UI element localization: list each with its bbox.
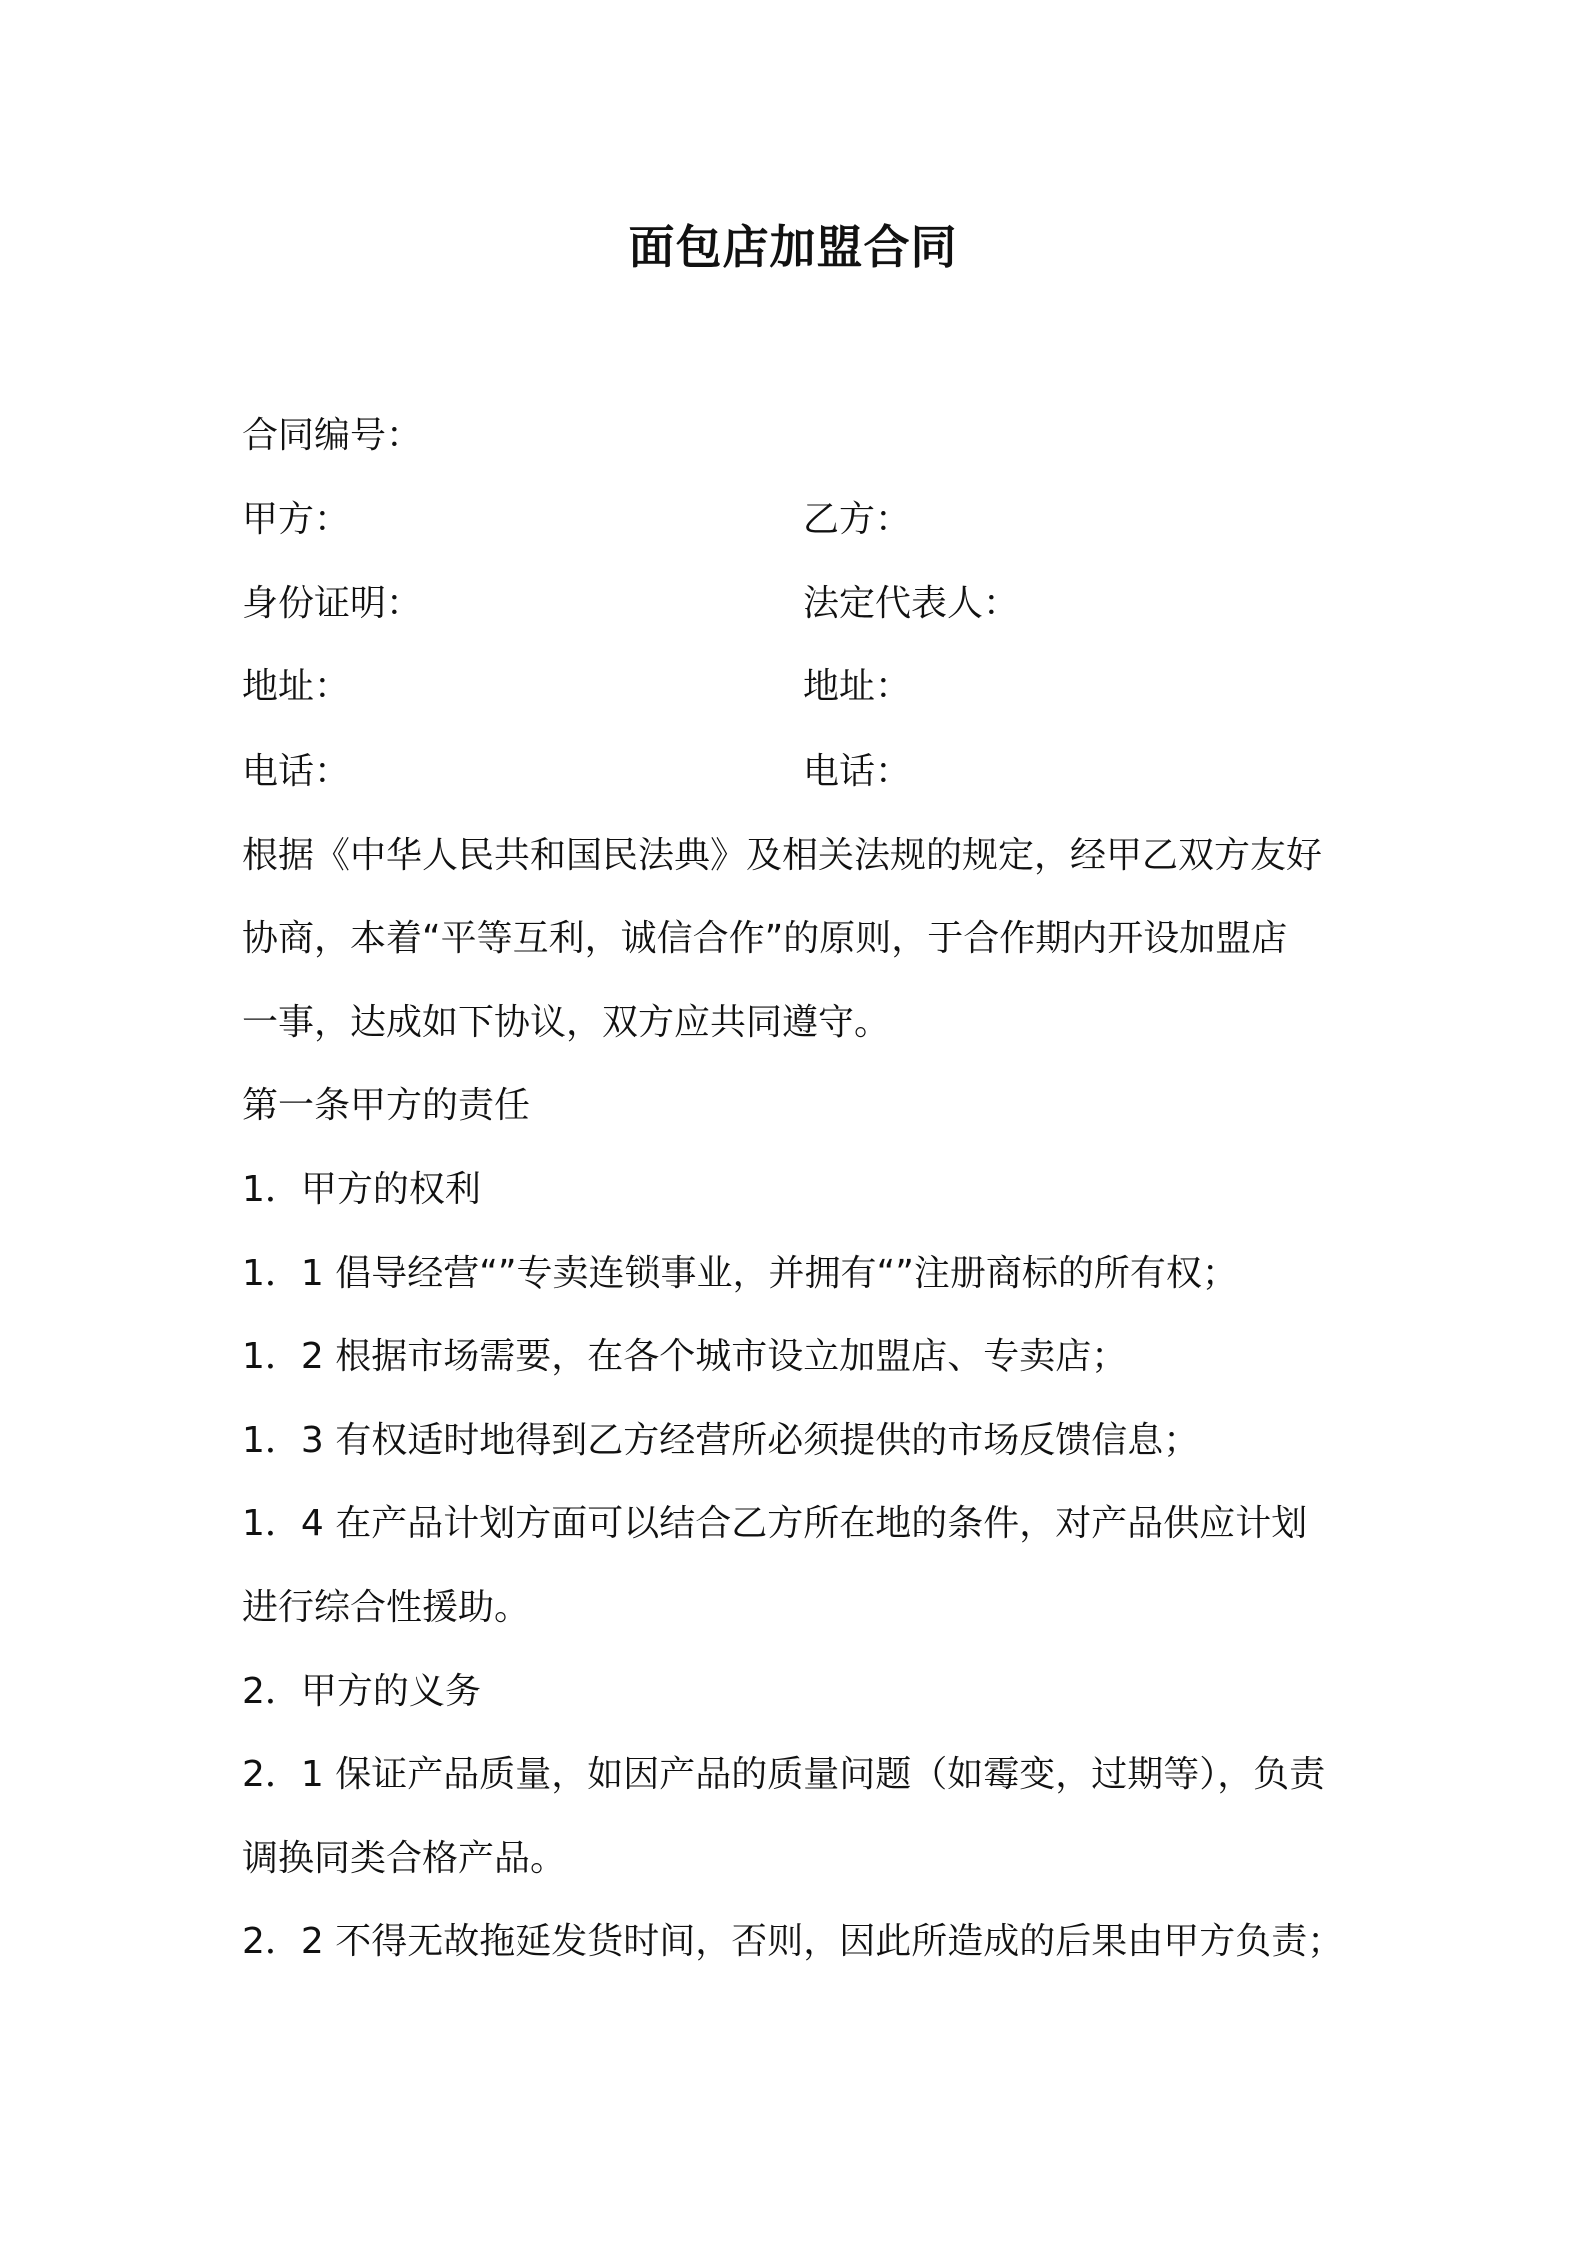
body-line: 1．1 倡导经营“”专卖连锁事业，并拥有“”注册商标的所有权； xyxy=(242,1253,1238,1294)
phone-a-label: 电话： xyxy=(242,751,351,792)
party-a-label: 甲方： xyxy=(242,499,351,540)
article-heading: 第一条甲方的责任 xyxy=(242,1085,531,1126)
body-line: 2．2 不得无故拖延发货时间，否则，因此所造成的后果由甲方负责； xyxy=(242,1921,1344,1962)
body-line: 协商，本着“平等互利，诚信合作”的原则，于合作期内开设加盟店 xyxy=(242,918,1288,959)
legal-representative-label: 法定代表人： xyxy=(803,583,1020,624)
document-title: 面包店加盟合同 xyxy=(628,220,958,274)
contract-number-label: 合同编号： xyxy=(242,415,423,456)
body-line: 1．4 在产品计划方面可以结合乙方所在地的条件，对产品供应计划 xyxy=(242,1503,1308,1544)
body-line: 进行综合性援助。 xyxy=(242,1587,531,1628)
body-line: 2．1 保证产品质量，如因产品的质量问题（如霉变，过期等），负责 xyxy=(242,1754,1326,1795)
phone-b-label: 电话： xyxy=(803,751,912,792)
section-heading: 2．甲方的义务 xyxy=(242,1671,481,1712)
body-line: 调换同类合格产品。 xyxy=(242,1838,567,1879)
body-line: 1．3 有权适时地得到乙方经营所必须提供的市场反馈信息； xyxy=(242,1420,1200,1461)
body-line: 一事，达成如下协议，双方应共同遵守。 xyxy=(242,1002,891,1043)
body-line: 根据《中华人民共和国民法典》及相关法规的规定，经甲乙双方友好 xyxy=(242,835,1323,876)
address-b-label: 地址： xyxy=(803,666,912,707)
section-heading: 1．甲方的权利 xyxy=(242,1169,481,1210)
party-b-label: 乙方： xyxy=(803,499,912,540)
address-a-label: 地址： xyxy=(242,666,351,707)
id-label: 身份证明： xyxy=(242,583,423,624)
body-line: 1．2 根据市场需要，在各个城市设立加盟店、专卖店； xyxy=(242,1336,1128,1377)
